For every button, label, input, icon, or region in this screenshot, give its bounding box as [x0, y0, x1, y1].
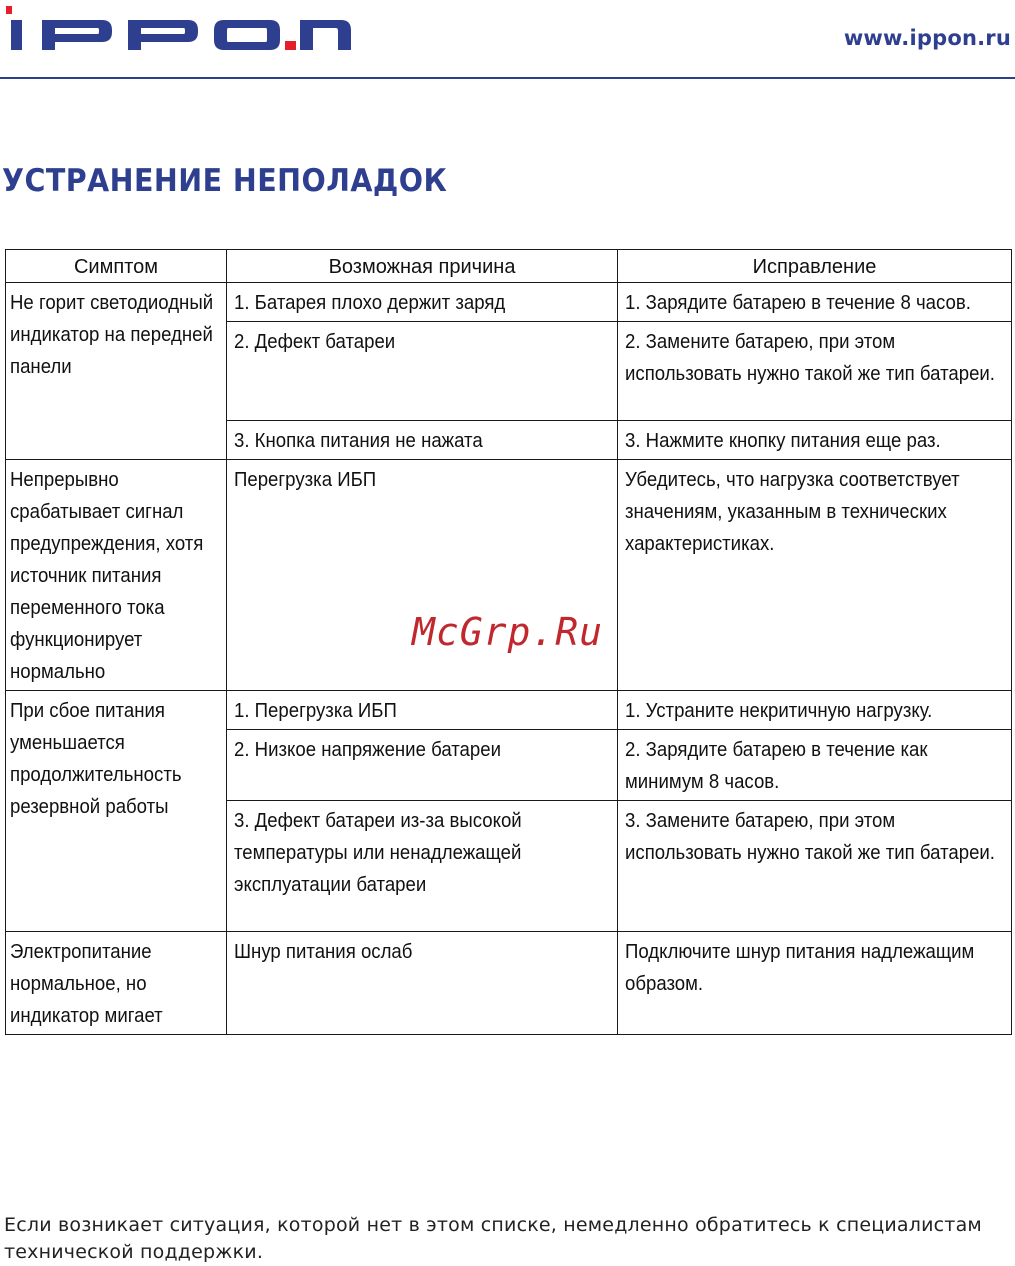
site-url[interactable]: www.ippon.ru	[843, 26, 1011, 50]
fix-text: 2. Зарядите батарею в течение как минимум 8 часов.	[625, 739, 928, 793]
fix-cell	[618, 932, 1012, 1035]
page-title: УСТРАНЕНИЕ НЕПОЛАДОК	[2, 163, 448, 199]
cause-text: 3. Кнопка питания не нажата	[234, 430, 483, 452]
fix-text: Подключите шнур питания надлежащим образом.	[625, 941, 975, 995]
table-row	[6, 932, 1012, 1035]
fix-cell	[618, 421, 1012, 460]
cause-cell	[227, 691, 618, 730]
ippon-logo	[6, 6, 351, 54]
fix-text: 2. Замените батарею, при этом использовать нужно такой же тип батареи.	[625, 331, 995, 385]
fix-cell	[618, 801, 1012, 932]
symptom-text: Непрерывно срабатывает сигнал предупреждения, хотя источник питания переменного тока функционирует нормально	[10, 469, 204, 683]
cause-text: 2. Низкое напряжение батареи	[234, 739, 501, 761]
fix-text: 1. Зарядите батарею в течение 8 часов.	[625, 292, 971, 314]
column-header-fix: Исправление	[618, 250, 1012, 283]
fix-text: 1. Устраните некритичную нагрузку.	[625, 700, 933, 722]
fix-cell	[618, 691, 1012, 730]
cause-cell	[227, 730, 618, 801]
cause-text: 2. Дефект батареи	[234, 331, 396, 353]
fix-text: Убедитесь, что нагрузка соответствует значениям, указанным в технических характеристиках.	[625, 469, 960, 555]
fix-text: 3. Замените батарею, при этом использовать нужно такой же тип батареи.	[625, 810, 995, 864]
column-header-cause: Возможная причина	[227, 250, 618, 283]
table-header-row	[6, 250, 1012, 283]
watermark-text: McGrp.Ru	[412, 610, 604, 654]
page-header	[0, 0, 1015, 80]
cause-text: 1. Батарея плохо держит заряд	[234, 292, 506, 314]
table-row	[6, 283, 1012, 322]
symptom-cell	[6, 932, 227, 1035]
table-row	[6, 460, 1012, 691]
cause-cell	[227, 932, 618, 1035]
header-divider	[0, 77, 1015, 79]
symptom-cell	[6, 691, 227, 932]
footer-note: Если возникает ситуация, которой нет в этом списке, немедленно обратитесь к специалистам технической поддержки.	[4, 1214, 982, 1263]
symptom-text: Электропитание нормальное, но индикатор мигает	[10, 941, 163, 1027]
cause-text: 3. Дефект батареи из-за высокой температуры или ненадлежащей эксплуатации батареи	[234, 810, 522, 896]
symptom-text: При сбое питания уменьшается продолжительность резервной работы	[10, 700, 182, 818]
cause-text: Перегрузка ИБП	[234, 469, 377, 491]
fix-cell	[618, 460, 1012, 691]
symptom-cell	[6, 283, 227, 460]
symptom-cell	[6, 460, 227, 691]
fix-text: 3. Нажмите кнопку питания еще раз.	[625, 430, 941, 452]
fix-cell	[618, 730, 1012, 801]
symptom-text: Не горит светодиодный индикатор на передней панели	[10, 292, 214, 378]
cause-text: 1. Перегрузка ИБП	[234, 700, 397, 722]
cause-cell	[227, 322, 618, 421]
fix-cell	[618, 322, 1012, 421]
cause-cell	[227, 421, 618, 460]
cause-cell	[227, 283, 618, 322]
table-row	[6, 691, 1012, 730]
fix-cell	[618, 283, 1012, 322]
column-header-symptom: Симптом	[6, 250, 227, 283]
cause-text: Шнур питания ослаб	[234, 941, 413, 963]
cause-cell	[227, 801, 618, 932]
cause-cell	[227, 460, 618, 691]
